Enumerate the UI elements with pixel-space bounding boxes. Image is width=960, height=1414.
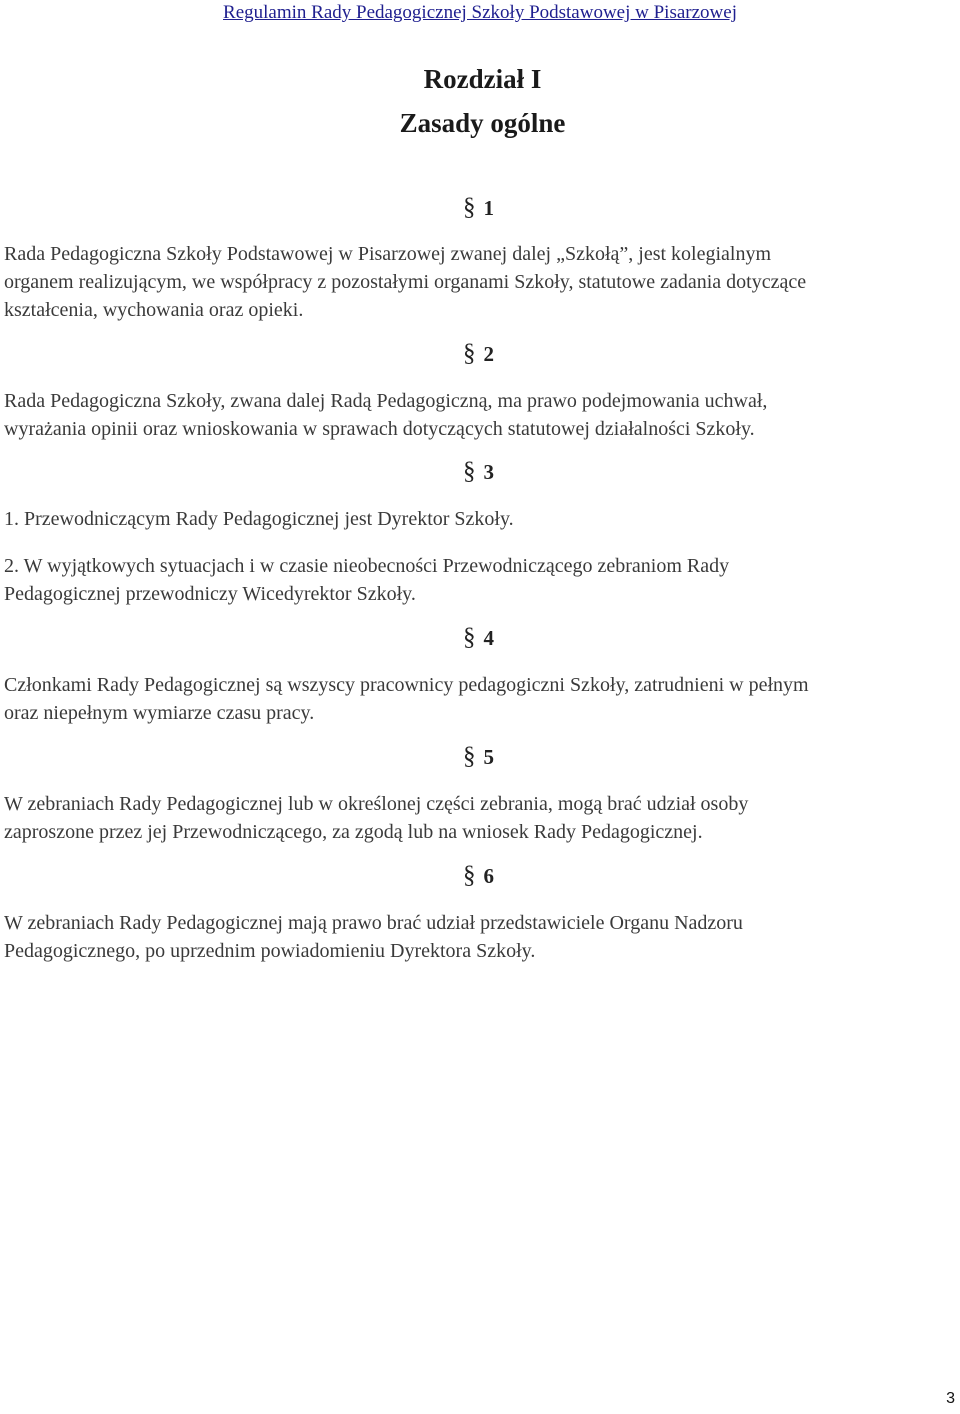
section-heading-2: [463, 340, 494, 368]
section-number: 1: [483, 196, 494, 220]
text-line: 1. Przewodniczącym Rady Pedagogicznej jest Dyrektor Szkoły.: [4, 508, 514, 530]
page-number: 3: [946, 1390, 955, 1407]
chapter-number: Rozdział I: [423, 64, 542, 94]
section-heading-1: [463, 194, 494, 222]
section-symbol: §: [463, 862, 476, 889]
section-symbol: §: [463, 743, 476, 770]
section-heading-4: [463, 624, 494, 652]
section-number: 5: [483, 745, 494, 769]
section-symbol: §: [463, 340, 476, 367]
text-line: Pedagogicznego, po uprzednim powiadomieniu Dyrektora Szkoły.: [4, 940, 536, 962]
text-line: Członkami Rady Pedagogicznej są wszyscy pracownicy pedagogiczni Szkoły, zatrudnieni w pełnym: [4, 674, 809, 696]
section-2-text: [4, 387, 954, 443]
section-heading-6: [463, 862, 494, 890]
section-number: 3: [483, 460, 494, 484]
section-3-point-1: [4, 505, 954, 533]
text-line: organem realizującym, we współpracy z pozostałymi organami Szkoły, statutowe zadania dotyczące: [4, 271, 807, 293]
text-line: W zebraniach Rady Pedagogicznej mają prawo brać udział przedstawiciele Organu Nadzoru: [4, 912, 743, 934]
chapter-title: Zasady ogólne: [399, 108, 566, 138]
text-line: W zebraniach Rady Pedagogicznej lub w określonej części zebrania, mogą brać udział osoby: [4, 793, 749, 815]
section-5-text: [4, 790, 954, 846]
text-line: Rada Pedagogiczna Szkoły Podstawowej w Pisarzowej zwanej dalej „Szkołą”, jest kolegialnym: [4, 243, 772, 265]
text-line: Pedagogicznej przewodniczy Wicedyrektor Szkoły.: [4, 583, 416, 605]
text-line: 2. W wyjątkowych sytuacjach i w czasie nieobecności Przewodniczącego zebraniom Rady: [4, 555, 730, 577]
section-heading-3: [463, 458, 494, 486]
text-line: kształcenia, wychowania oraz opieki.: [4, 299, 304, 321]
text-line: wyrażania opinii oraz wnioskowania w sprawach dotyczących statutowej działalności Szkoły.: [4, 418, 755, 440]
section-symbol: §: [463, 194, 476, 221]
section-1-text: [4, 240, 954, 324]
section-number: 6: [483, 864, 494, 888]
text-line: Rada Pedagogiczna Szkoły, zwana dalej Radą Pedagogiczną, ma prawo podejmowania uchwał,: [4, 390, 768, 412]
text-line: zaproszone przez jej Przewodniczącego, za zgodą lub na wniosek Rady Pedagogicznej.: [4, 821, 703, 843]
text-line: oraz niepełnym wymiarze czasu pracy.: [4, 702, 315, 724]
running-header: Regulamin Rady Pedagogicznej Szkoły Podstawowej w Pisarzowej: [223, 2, 737, 23]
section-3-point-2: [4, 552, 954, 608]
section-number: 2: [483, 342, 494, 366]
section-4-text: [4, 671, 954, 727]
section-symbol: §: [463, 624, 476, 651]
section-6-text: [4, 909, 954, 965]
section-number: 4: [483, 626, 494, 650]
section-heading-5: [463, 743, 494, 771]
section-symbol: §: [463, 458, 476, 485]
